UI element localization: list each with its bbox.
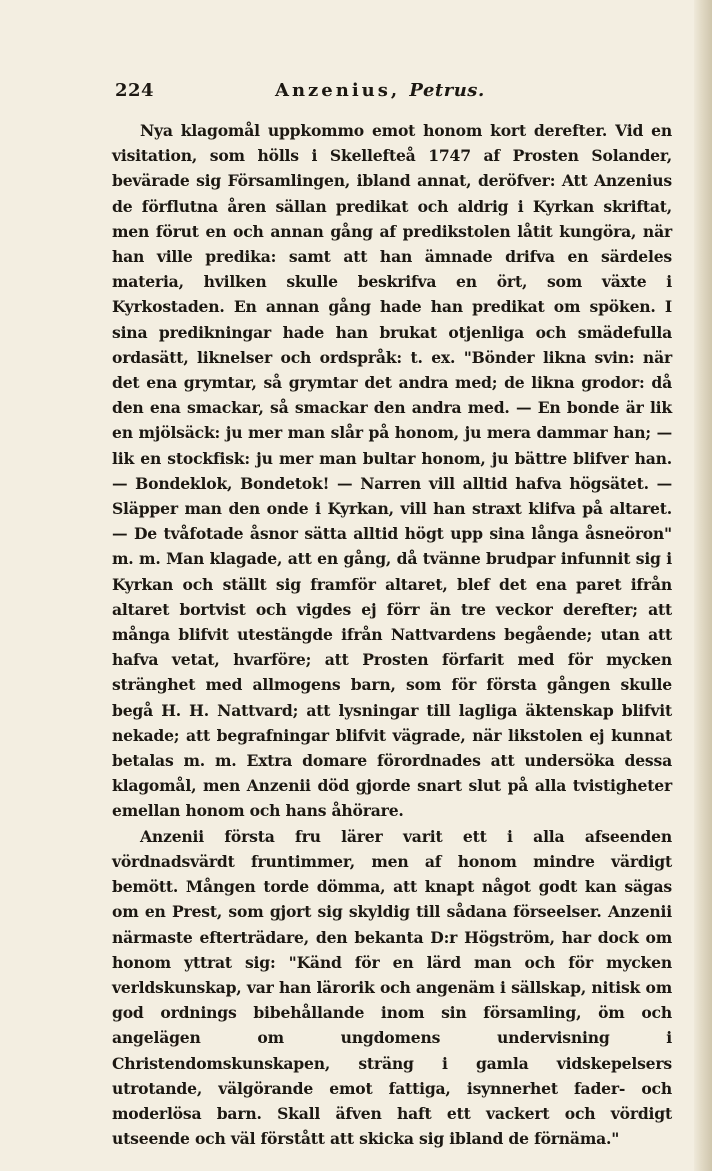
page-number: 224 xyxy=(115,80,155,101)
running-header xyxy=(115,80,655,110)
running-head xyxy=(275,80,485,101)
paragraph-2: Anzenii första fru lärer varit ett i alla afseenden vördnadsvärdt fruntimmer, men af honom mindre värdigt bemött. Mången torde dömma, att knapt något godt kan sägas om en Prest, som gjort sig skyldig till sådana förseelser. Anzenii närmaste efterträdare, den bekanta D:r Högström, har dock om honom yttrat sig: "Känd för en lärd man och för mycken verldskunskap, var han lärorik och angenäm i sällskap, nitisk om god ordnings bibehållande inom sin församling, öm och angelägen om ungdomens undervisning i Christendomskunskapen, sträng i gamla vidskepelsers utrotande, välgörande emot fattiga, isynnerhet fader- och moderlösa barn. Skall äfven haft ett vackert och vördigt utseende och väl förstått att skicka sig ibland de förnäma." xyxy=(112,826,672,1149)
page-edge xyxy=(694,0,712,1171)
body-text xyxy=(112,118,672,1151)
paragraph-1: Nya klagomål uppkommo emot honom kort derefter. Vid en visitation, som hölls i Skellefteå 1747 af Prosten Solander, bevärade sig Församlingen, ibland annat, deröfver: Att Anzenius de förflutna åren sällan predikat och aldrig i Kyrkan skriftat, men förut en och annan gång af predikstolen låtit kungöra, när han ville predika: samt att han ämnade drifva en särdeles materia, hvilken skulle beskrifva en ört, som växte i Kyrkostaden. En annan gång hade han predikat om spöken. I sina predikningar hade han brukat otjenliga och smädefulla ordasätt, liknelser och ordspråk: t. ex. "Bönder likna svin: när det ena grymtar, så grymtar det andra med; de likna grodor: då den ena smackar, så smackar den andra med. — En bonde är lik en mjölsäck: ju mer man slår på honom, ju mera dammar han; — lik en stockfisk: ju mer man bultar honom, ju bättre blifver han. — Bondeklok, Bondetok! — Narren vill alltid hafva högsätet. — Släpper man den onde i Kyrkan, vill han straxt klifva på altaret. — De tvåfotade åsnor sätta alltid högt upp sina långa åsneöron" m. m. Man klagade, att en gång, då tvänne brudpar infunnit sig i Kyrkan och ställt sig framför altaret, blef det ena paret ifrån altaret bortvist och vigdes ej förr än tre veckor derefter; att många blifvit utestängde ifrån Nattvardens begående; utan att hafva vetat, hvarföre; att Prosten förfarit med för mycken stränghet med allmogens barn, som för första gången skulle begå H. H. Nattvard; att lysningar till lagliga äktenskap blifvit nekade; att begrafningar blifvit vägrade, när likstolen ej kunnat betalas m. m. Extra domare förordnades att undersöka dessa klagomål, men Anzenii död gjorde snart slut på alla tvistigheter emellan honom och hans åhörare. xyxy=(112,121,672,821)
running-head-first-name: Petrus. xyxy=(409,80,485,101)
running-head-name: Anzenius, xyxy=(275,80,401,101)
